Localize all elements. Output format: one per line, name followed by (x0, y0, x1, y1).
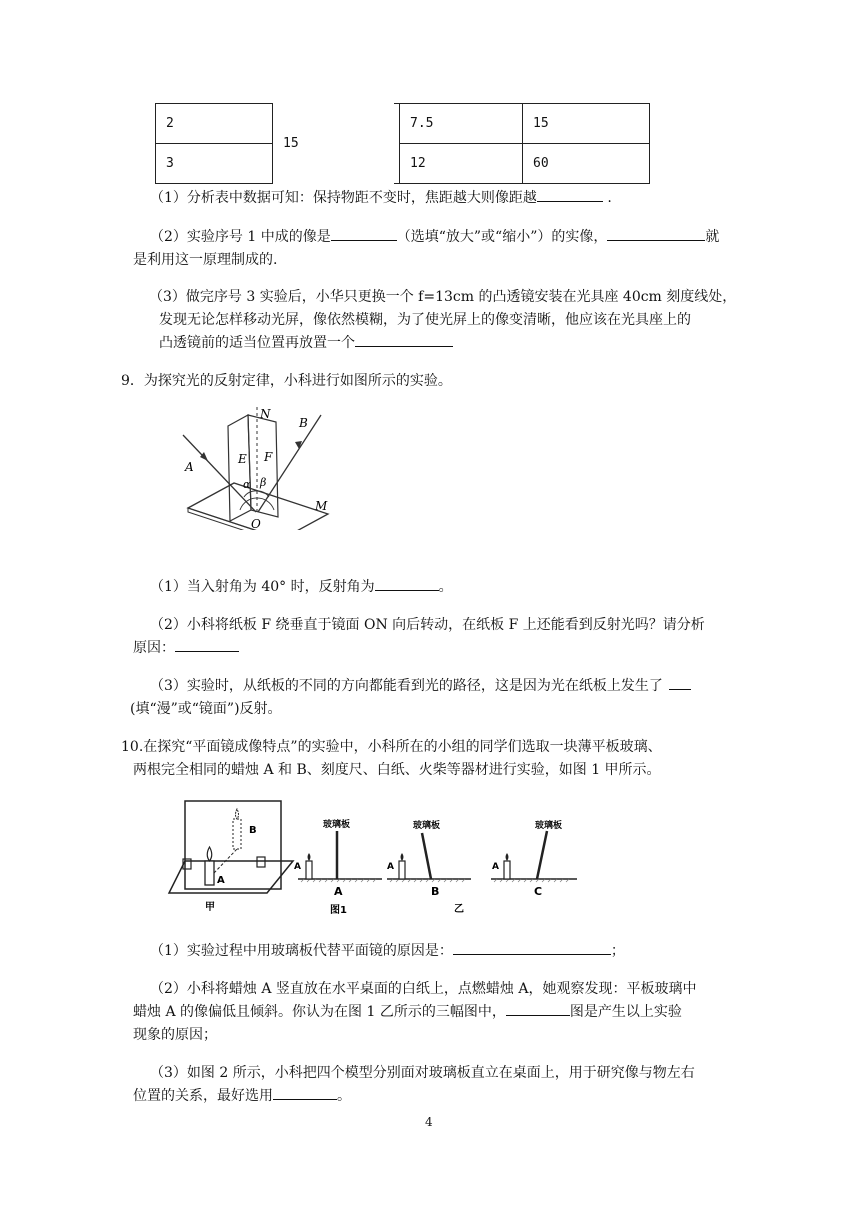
option-a (294, 818, 382, 916)
option-b (387, 819, 471, 915)
table-cell: 12 (400, 144, 523, 184)
answer-blank[interactable] (607, 226, 705, 241)
option-c (491, 819, 577, 898)
answer-blank[interactable] (355, 332, 453, 347)
candle-icon (306, 861, 312, 879)
table-cell: 15 (523, 104, 650, 144)
answer-blank[interactable] (175, 637, 239, 652)
answer-blank[interactable] (331, 226, 397, 241)
q9-part2-line1: （2）小科将纸板 F 绕垂直于镜面 ON 向后转动，在纸板 F 上还能看到反射光吗？请分析 (150, 617, 705, 633)
label-glass: 玻璃板 (535, 821, 563, 831)
setup-jia (169, 801, 293, 913)
answer-blank[interactable] (669, 675, 691, 690)
plane-mirror-figure (165, 795, 585, 920)
label-f: F (264, 450, 273, 464)
flame-b-icon (236, 809, 239, 819)
label-option-b: B (431, 885, 440, 898)
q9-title: 9．为探究光的反射定律，小科进行如图所示的实验。 (121, 373, 452, 389)
label-b: B (299, 416, 308, 430)
q10-part2-line1: （2）小科将蜡烛 A 竖直放在水平桌面的白纸上，点燃蜡烛 A，她观察发现：平板玻璃中 (150, 981, 697, 997)
label-candle-b: B (249, 825, 257, 836)
label-option-c: C (534, 885, 543, 898)
flame-icon (401, 853, 404, 861)
q10-part3-line1: （3）如图 2 所示，小科把四个模型分别面对玻璃板直立在桌面上，用于研究像与物左右 (150, 1065, 695, 1081)
candle-icon (504, 861, 510, 879)
board-e (228, 415, 251, 521)
flame-icon (308, 853, 311, 861)
table-cell: 7.5 (400, 104, 523, 144)
table-row (156, 144, 650, 184)
answer-blank[interactable] (453, 940, 611, 955)
q8-part2-line2: 是利用这一原理制成的. (133, 252, 278, 268)
q8-part3-line3: 凸透镜前的适当位置再放置一个 (159, 332, 453, 354)
flame-icon (506, 853, 509, 861)
answer-blank[interactable] (375, 576, 439, 591)
caption-yi: 乙 (454, 904, 464, 915)
q10-part2-line2: 蜡烛 A 的像偏低且倾斜。你认为在图 1 乙所示的三幅图中， 图是产生以上实验 (133, 1001, 682, 1023)
candle-icon (399, 861, 405, 879)
table-row (156, 104, 650, 144)
q8-part2-line1: （2）实验序号 1 中成的像是 （选填“放大”或“缩小”）的实像， 就 (150, 226, 719, 248)
q10-part3-line2: 位置的关系，最好选用 。 (133, 1085, 351, 1107)
q10-title-line1: 10.在探究“平面镜成像特点”的实验中，小科所在的小组的同学们选取一块薄平板玻璃、 (121, 739, 662, 755)
label-option-a: A (334, 885, 343, 898)
clip-right (257, 857, 265, 867)
label-alpha: α (243, 478, 251, 491)
page-number: 4 (425, 1115, 433, 1129)
paper-plane (169, 861, 293, 893)
label-candle-a: A (217, 875, 225, 886)
table-cell: 15 (273, 104, 400, 184)
q9-part2-line2: 原因： (133, 637, 239, 659)
q9-part1: （1）当入射角为 40° 时，反射角为 。 (150, 576, 453, 598)
label-candle: A (492, 862, 499, 872)
answer-blank[interactable] (537, 187, 603, 202)
answer-blank[interactable] (273, 1085, 337, 1100)
glass-tilted (537, 831, 547, 879)
label-a: A (185, 460, 194, 474)
q9-part3-line2: (填“漫”或“镜面”)反射。 (130, 701, 282, 717)
candle-b (233, 819, 241, 849)
q9-part3-line1: （3）实验时，从纸板的不同的方向都能看到光的路径，这是因为光在纸板上发生了 (150, 675, 691, 697)
label-n: N (260, 407, 271, 421)
q10-part1: （1）实验过程中用玻璃板代替平面镜的原因是： ； (150, 940, 625, 962)
reflection-figure (178, 405, 338, 530)
data-table (155, 103, 650, 184)
q8-part1: （1）分析表中数据可知：保持物距不变时，焦距越大则像距越 . (150, 187, 612, 209)
label-beta: β (260, 476, 267, 489)
q10-part2-line3: 现象的原因； (133, 1027, 217, 1043)
caption-jia: 甲 (205, 902, 215, 913)
label-candle: A (294, 862, 301, 872)
caption-fig1: 图1 (330, 905, 347, 916)
label-m: M (315, 499, 328, 513)
answer-blank[interactable] (506, 1001, 570, 1016)
q8-part3-line2: 发现无论怎样移动光屏，像依然模糊，为了使光屏上的像变清晰，他应该在光具座上的 (159, 312, 691, 328)
table-cell: 60 (523, 144, 650, 184)
q10-title-line2: 两根完全相同的蜡烛 A 和 B、刻度尺、白纸、火柴等器材进行实验，如图 1 甲所示。 (133, 762, 661, 778)
board-f (248, 415, 278, 517)
incident-ray (183, 435, 256, 512)
q8-part3-line1: （3）做完序号 3 实验后，小华只更换一个 f=13cm 的凸透镜安装在光具座 40cm 刻度线处， (149, 289, 737, 305)
candle-a (205, 861, 214, 885)
label-glass: 玻璃板 (413, 821, 441, 831)
label-e: E (238, 452, 247, 466)
label-candle: A (387, 862, 394, 872)
glass-tilted (422, 833, 431, 879)
label-o: O (251, 517, 261, 530)
table-cell: 2 (156, 104, 273, 144)
flame-a-icon (207, 847, 212, 861)
label-glass: 玻璃板 (323, 820, 351, 830)
table-cell: 3 (156, 144, 273, 184)
